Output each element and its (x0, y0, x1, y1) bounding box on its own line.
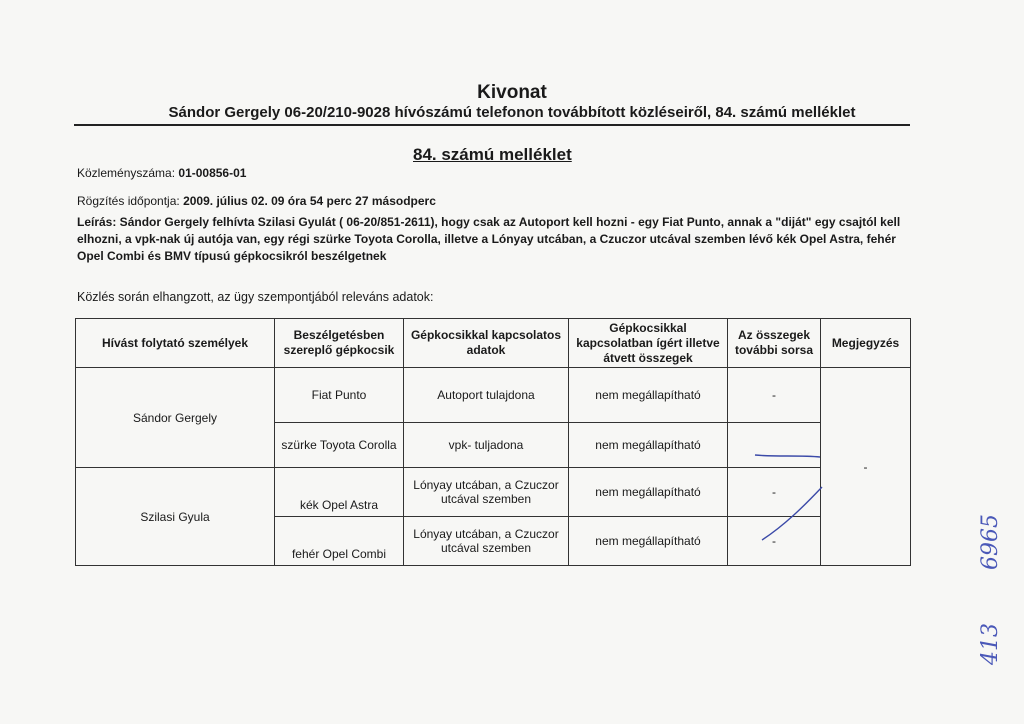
annex-heading: 84. számú melléklet (413, 145, 572, 164)
recorded-time-label: Rögzítés időpontja: (77, 194, 180, 208)
amount-cell: nem megállapítható (569, 423, 728, 468)
relevant-data-label: Közlés során elhangzott, az ügy szempontjából releváns adatok: (77, 290, 434, 304)
amount-cell: nem megállapítható (569, 517, 728, 566)
header-amounts: Gépkocsikkal kapcsolatban ígért illetve átvett összegek (569, 319, 728, 368)
amount-cell: nem megállapítható (569, 468, 728, 517)
car-cell: szürke Toyota Corolla (275, 423, 404, 468)
header-persons: Hívást folytató személyek (76, 319, 275, 368)
recorded-time-line (77, 194, 436, 208)
header-notes: Megjegyzés (821, 319, 911, 368)
person-cell: Sándor Gergely (76, 368, 275, 468)
document-subtitle: Sándor Gergely 06-20/210-9028 hívószámú telefonon továbbított közléseiről, 84. számú melléklet (168, 104, 856, 121)
handwritten-page-mark-2: 413 (978, 623, 1003, 665)
car-cell: fehér Opel Combi (275, 517, 404, 566)
car-data-cell: Lónyay utcában, a Czuczor utcával szemben (404, 517, 569, 566)
car-data-cell: Lónyay utcában, a Czuczor utcával szemben (404, 468, 569, 517)
note-cell: - (821, 368, 911, 566)
header-amount-fate: Az összegek további sorsa (728, 319, 821, 368)
notice-number-line (77, 166, 246, 180)
handwritten-page-mark: 6965 (978, 514, 1003, 570)
table-row (76, 368, 911, 423)
car-data-cell: vpk- tuljadona (404, 423, 569, 468)
amount-fate-cell: - (728, 368, 821, 423)
car-cell: kék Opel Astra (275, 468, 404, 517)
header-cars: Beszélgetésben szereplő gépkocsik (275, 319, 404, 368)
table-header-row (76, 319, 911, 368)
car-cell: Fiat Punto (275, 368, 404, 423)
header-car-data: Gépkocsikkal kapcsolatos adatok (404, 319, 569, 368)
notice-number-label: Közleményszáma: (77, 166, 176, 180)
call-data-table (75, 318, 911, 566)
table-row (76, 468, 911, 517)
amount-fate-cell (728, 423, 821, 468)
amount-fate-cell: - (728, 517, 821, 566)
car-data-cell: Autoport tulajdona (404, 368, 569, 423)
recorded-time-value: 2009. július 02. 09 óra 54 perc 27 másodperc (183, 194, 436, 208)
description-text: Leírás: Sándor Gergely felhívta Szilasi Gyulát ( 06-20/851-2611), hogy csak az Autoport kell hozni - egy Fiat Punto, annak a "diját" egy csajtól kell elhozni, a vpk-nak új autója van, egy régi szürke Toyota Corolla, illetve a Lónyay utcában, a Czuczor utcával szemben lévő kék Opel Astra, fehér Opel Combi és BMV típusú gépkocsikról beszélgetnek (77, 215, 901, 263)
header-rule (74, 124, 910, 126)
document-title: Kivonat (477, 82, 547, 103)
amount-fate-cell: - (728, 468, 821, 517)
notice-number-value: 01-00856-01 (178, 166, 247, 180)
amount-cell: nem megállapítható (569, 368, 728, 423)
person-cell: Szilasi Gyula (76, 468, 275, 566)
